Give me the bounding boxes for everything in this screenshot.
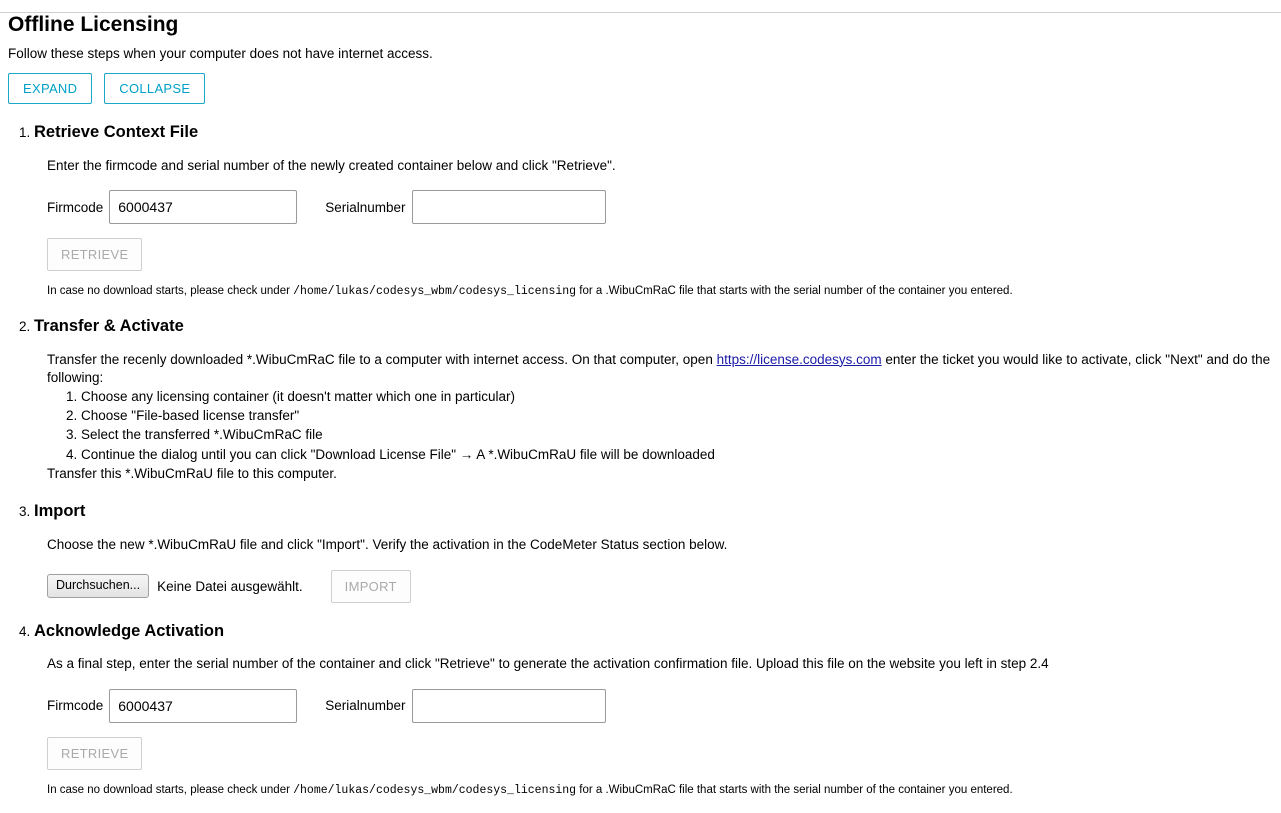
step3-title: Import [34, 501, 86, 520]
step2-substep-3: 3. Select the transferred *.WibuCmRaC file [81, 425, 1273, 444]
step1-hint-path: /home/lukas/codesys_wbm/codesys_licensing [293, 285, 577, 299]
step3-body [47, 536, 1273, 603]
step4-hint [47, 784, 1273, 797]
browse-file-button[interactable]: Durchsuchen... [47, 574, 149, 598]
step2-substep-2: 2. Choose "File-based license transfer" [81, 406, 1273, 425]
page-subtitle: Follow these steps when your computer does not have internet access. [8, 46, 433, 62]
file-selection-status: Keine Datei ausgewählt. [157, 578, 303, 594]
step4-serial-label: Serialnumber [325, 698, 406, 714]
step2-body [47, 351, 1273, 483]
step1-field-row [47, 190, 1273, 224]
step1-title: Retrieve Context File [34, 123, 199, 142]
step-retrieve-context-file [34, 122, 1273, 298]
steps-list [8, 122, 1273, 796]
step3-description: Choose the new *.WibuCmRaU file and click "Import". Verify the activation in the CodeMeter Status section below. [47, 536, 728, 552]
step1-description: Enter the firmcode and serial number of the newly created container below and click "Retrieve". [47, 157, 616, 173]
step-import [34, 501, 1273, 603]
step2-substep-4: 4. Continue the dialog until you can click "Download License File" → A *.WibuCmRaU file will be downloaded [81, 445, 1273, 464]
expand-collapse-toolbar [8, 73, 1273, 104]
step4-serialnumber-input[interactable] [412, 689, 606, 723]
collapse-button[interactable]: COLLAPSE [104, 73, 205, 104]
step2-title: Transfer & Activate [34, 317, 184, 336]
step2-description [47, 351, 1273, 387]
step4-description: As a final step, enter the serial number of the container and click "Retrieve" to generate the activation confirmation file. Upload this file on the website you left in step 2.4 [47, 656, 1049, 672]
step-acknowledge-activation [34, 621, 1273, 797]
step4-firmcode-input[interactable] [109, 689, 297, 723]
top-divider [0, 12, 1281, 13]
step2-desc-part2: enter the ticket you would like to activate, click "Next" and do the following: [47, 351, 1271, 385]
step2-substep-1: 1. Choose any licensing container (it doesn't matter which one in particular) [81, 387, 1273, 406]
step4-title: Acknowledge Activation [34, 621, 225, 640]
step1-hint-before: In case no download starts, please check under [47, 285, 294, 298]
license-codesys-link[interactable]: https://license.codesys.com [716, 351, 882, 367]
step4-hint-path: /home/lukas/codesys_wbm/codesys_licensing [293, 783, 577, 797]
step4-retrieve-button[interactable]: RETRIEVE [47, 737, 142, 770]
step4-hint-before: In case no download starts, please check under [47, 783, 294, 796]
step4-body [47, 655, 1273, 796]
step1-serialnumber-input[interactable] [412, 190, 606, 224]
step4-field-row [47, 689, 1273, 723]
page-title: Offline Licensing [8, 13, 179, 36]
step1-body [47, 157, 1273, 298]
step1-serial-label: Serialnumber [325, 199, 406, 215]
step2-desc-part1: Transfer the recenly downloaded *.WibuCmRaC file to a computer with internet access. On that computer, open [47, 351, 717, 367]
step1-firmcode-input[interactable] [109, 190, 297, 224]
expand-button[interactable]: EXPAND [8, 73, 92, 104]
offline-licensing-page [0, 12, 1281, 813]
step-transfer-activate [34, 316, 1273, 483]
step2-substeps [47, 387, 1273, 464]
step1-hint [47, 285, 1273, 298]
step3-file-row [47, 570, 1273, 603]
step2-trailing-text: Transfer this *.WibuCmRaU file to this computer. [47, 465, 337, 481]
step1-firmcode-label: Firmcode [47, 199, 104, 215]
step1-hint-after: for a .WibuCmRaC file that starts with the serial number of the container you entered. [576, 285, 1013, 298]
step1-retrieve-button[interactable]: RETRIEVE [47, 238, 142, 271]
step4-hint-after: for a .WibuCmRaC file that starts with the serial number of the container you entered. [576, 783, 1013, 796]
step4-firmcode-label: Firmcode [47, 698, 104, 714]
import-button[interactable]: IMPORT [331, 570, 411, 603]
